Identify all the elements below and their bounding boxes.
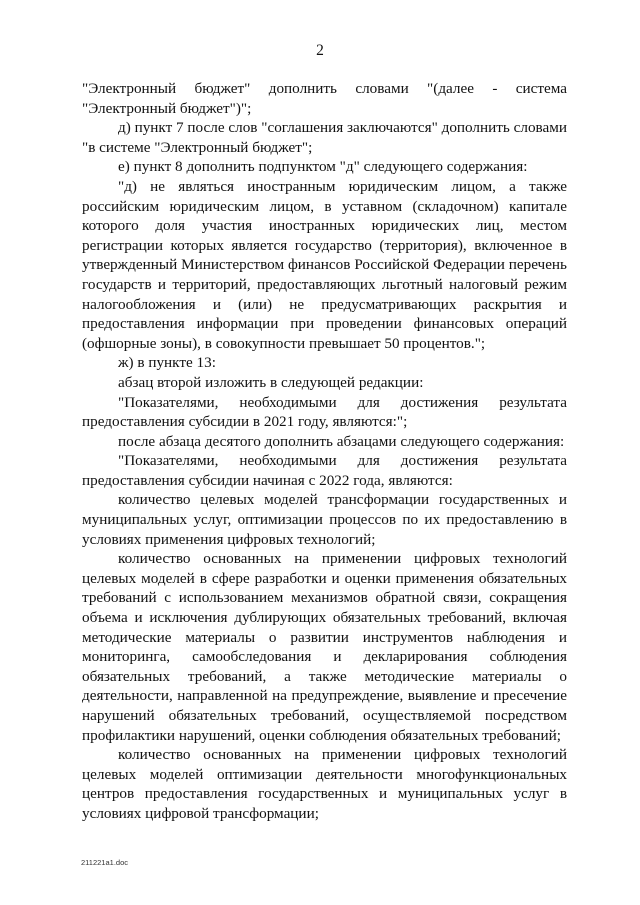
paragraph: "д) не являться иностранным юридическим лицом, а также российским юридическим лицом, в уставном (складочном) капитале которого доля участия иностранных юридических лиц, местом регистрации которых является государство (территория), включенное в утвержденный Министерством финансов Российской Федерации перечень государств и территорий, предоставляющих льготный налоговый режим налогообложения и (или) не предусматривающих раскрытия и предоставления информации при проведении финансовых операций (офшорные зоны), в совокупности превышает 50 процентов."; [82, 177, 567, 352]
paragraph: "Показателями, необходимыми для достижения результата предоставления субсидии начиная с 2022 года, являются: [82, 452, 567, 489]
paragraph: абзац второй изложить в следующей редакции: [118, 373, 424, 391]
paragraph: количество основанных на применении цифровых технологий целевых моделей в сфере разработки и оценки применения обязательных требований с использованием механизмов обратной связи, сокращения объема и исключения дублирующих обязательных требований, включая методические материалы о развитии инструментов наблюдения и мониторинга, самообследования и декларирования соблюдения обязательных требований, а также методические материалы о деятельности, направленной на предупреждение, выявление и пресечение нарушений обязательных требований, осуществляемой посредством профилактики нарушений, оценки соблюдения обязательных требований; [82, 550, 567, 744]
paragraph: количество целевых моделей трансформации государственных и муниципальных услуг, оптимизации процессов по их предоставлению в условиях применения цифровых технологий; [82, 491, 567, 548]
paragraph: ж) в пункте 13: [118, 354, 216, 372]
paragraph: "Электронный бюджет" дополнить словами "(далее - система "Электронный бюджет")"; [82, 80, 567, 117]
document-body [82, 79, 567, 824]
page-number: 2 [316, 42, 324, 59]
document-code: 211221a1.doc [81, 858, 128, 867]
paragraph: д) пункт 7 после слов "соглашения заключаются" дополнить словами "в системе "Электронный бюджет"; [82, 119, 567, 156]
paragraph: количество основанных на применении цифровых технологий целевых моделей оптимизации деятельности многофункциональных центров предоставления государственных и муниципальных услуг в условиях цифровой трансформации; [82, 746, 567, 822]
paragraph: после абзаца десятого дополнить абзацами следующего содержания: [118, 432, 565, 450]
paragraph: е) пункт 8 дополнить подпунктом "д" следующего содержания: [118, 158, 528, 176]
paragraph: "Показателями, необходимыми для достижения результата предоставления субсидии в 2021 году, являются:"; [82, 393, 567, 431]
